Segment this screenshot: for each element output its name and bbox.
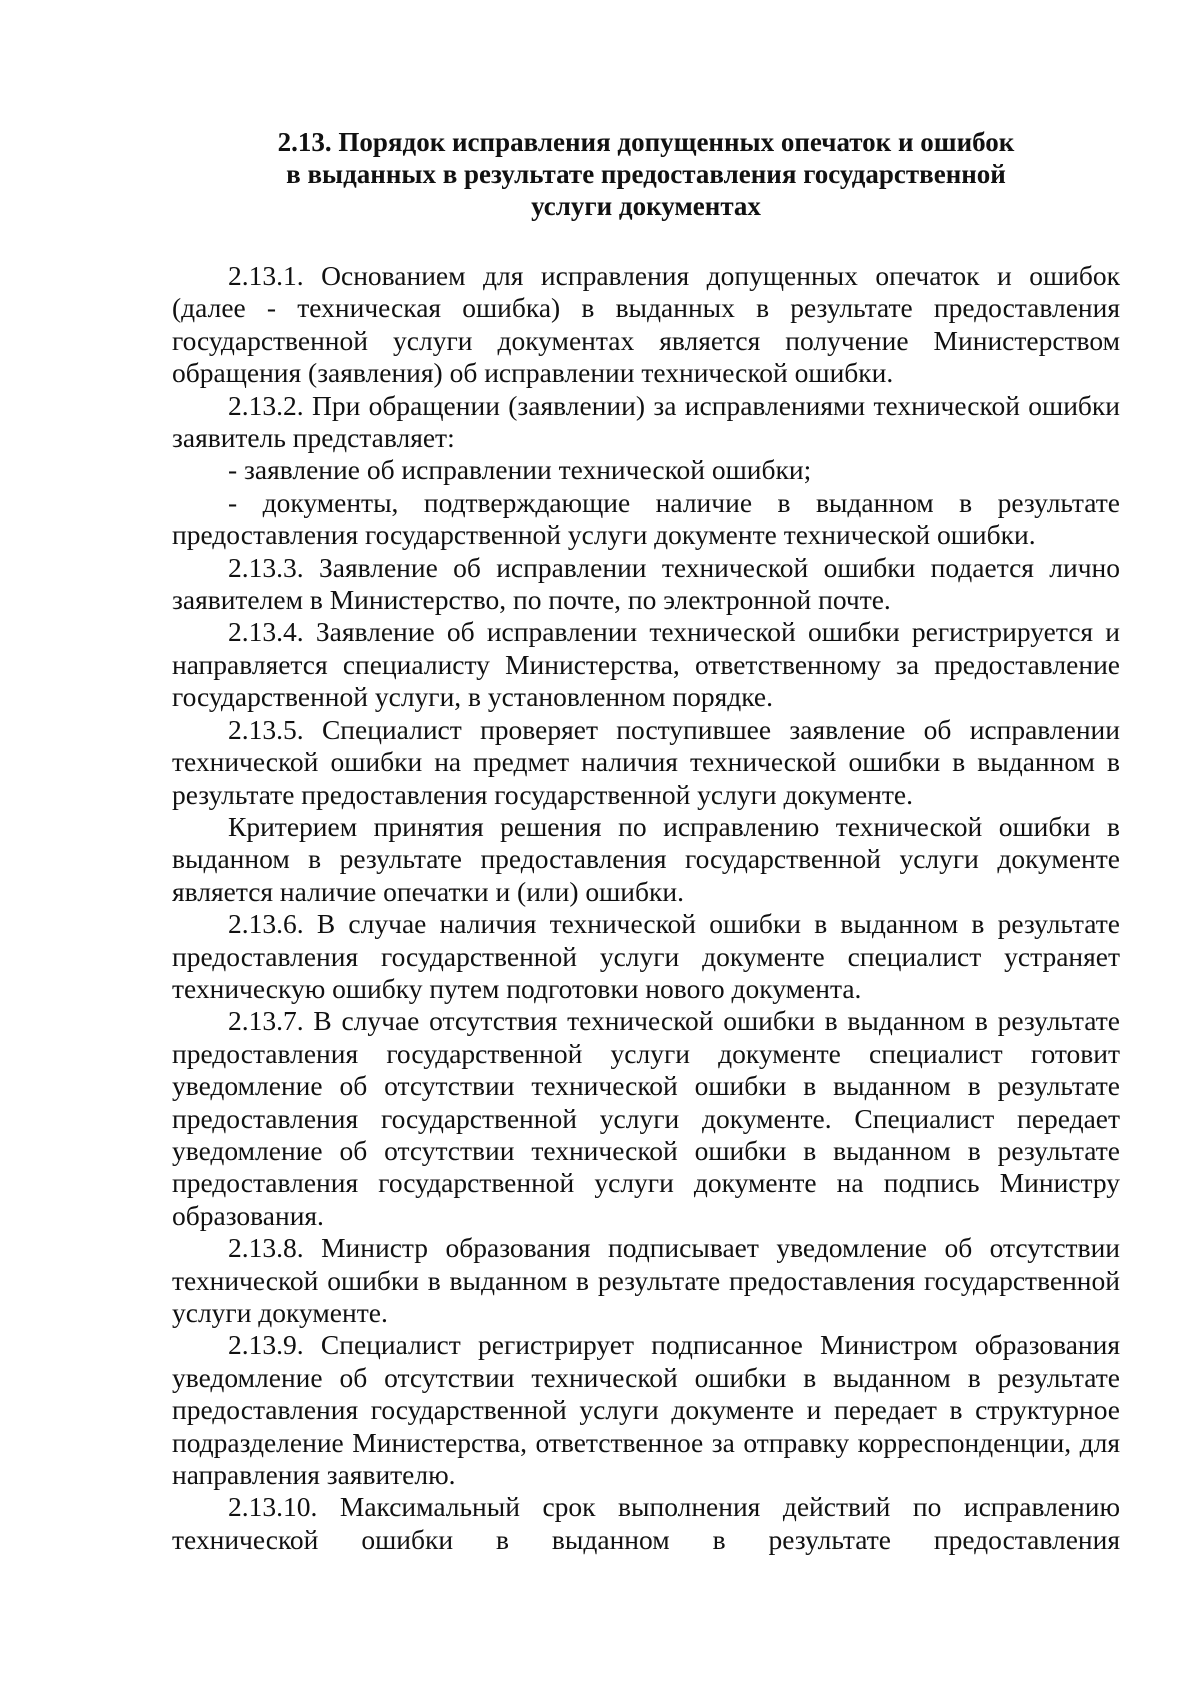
- paragraph-2-13-7: 2.13.7. В случае отсутствия технической ошибки в выданном в результате предоставления государственной услуги документе специалист готовит уведомление об отсутствии технической ошибки в выданном в результате предоставления государственной услуги документе. Специалист передает уведомление об отсутствии технической ошибки в выданном в результате предоставления государственной услуги документе на подпись Министру образования.: [172, 1005, 1120, 1231]
- paragraph-2-13-1: 2.13.1. Основанием для исправления допущенных опечаток и ошибок (далее - техническая ошибка) в выданных в результате предоставления государственной услуги документах является получение Министерством обращения (заявления) об исправлении технической ошибки.: [172, 260, 1120, 389]
- paragraph-2-13-9: 2.13.9. Специалист регистрирует подписанное Министром образования уведомление об отсутствии технической ошибки в выданном в результате предоставления государственной услуги документе и передает в структурное подразделение Министерства, ответственное за отправку корреспонденции, для направления заявителю.: [172, 1329, 1120, 1491]
- list-item-application: - заявление об исправлении технической ошибки;: [228, 454, 812, 486]
- document-page: [172, 126, 1120, 1556]
- paragraph-2-13-5: 2.13.5. Специалист проверяет поступившее заявление об исправлении технической ошибки на предмет наличия технической ошибки в выданном в результате предоставления государственной услуги документе.: [172, 713, 1120, 810]
- paragraph-2-13-8: 2.13.8. Министр образования подписывает уведомление об отсутствии технической ошибки в выданном в результате предоставления государственной услуги документе.: [172, 1232, 1120, 1328]
- paragraph-2-13-2: 2.13.2. При обращении (заявлении) за исправлениями технической ошибки заявитель представляет:: [172, 389, 1120, 454]
- paragraph-2-13-4: 2.13.4. Заявление об исправлении технической ошибки регистрируется и направляется специалисту Министерства, ответственному за предоставление государственной услуги, в установленном порядке.: [172, 616, 1120, 713]
- heading-line-1: 2.13. Порядок исправления допущенных опечаток и ошибок: [277, 127, 1015, 157]
- paragraph-2-13-10: 2.13.10. Максимальный срок выполнения действий по исправлению технической ошибки в выданном в результате предоставления: [172, 1491, 1120, 1555]
- paragraph-criterion: Критерием принятия решения по исправлению технической ошибки в выданном в результате предоставления государственной услуги документе является наличие опечатки и (или) ошибки.: [172, 810, 1120, 907]
- paragraph-2-13-3: 2.13.3. Заявление об исправлении технической ошибки подается лично заявителем в Министерство, по почте, по электронной почте.: [172, 551, 1120, 616]
- heading-line-2: в выданных в результате предоставления государственной: [286, 159, 1006, 189]
- heading-line-3: услуги документах: [531, 191, 761, 221]
- paragraph-2-13-6: 2.13.6. В случае наличия технической ошибки в выданном в результате предоставления государственной услуги документе специалист устраняет техническую ошибку путем подготовки нового документа.: [172, 908, 1120, 1004]
- list-item-documents: - документы, подтверждающие наличие в выданном в результате предоставления государственной услуги документе технической ошибки.: [172, 486, 1120, 551]
- section-heading: [172, 126, 1120, 222]
